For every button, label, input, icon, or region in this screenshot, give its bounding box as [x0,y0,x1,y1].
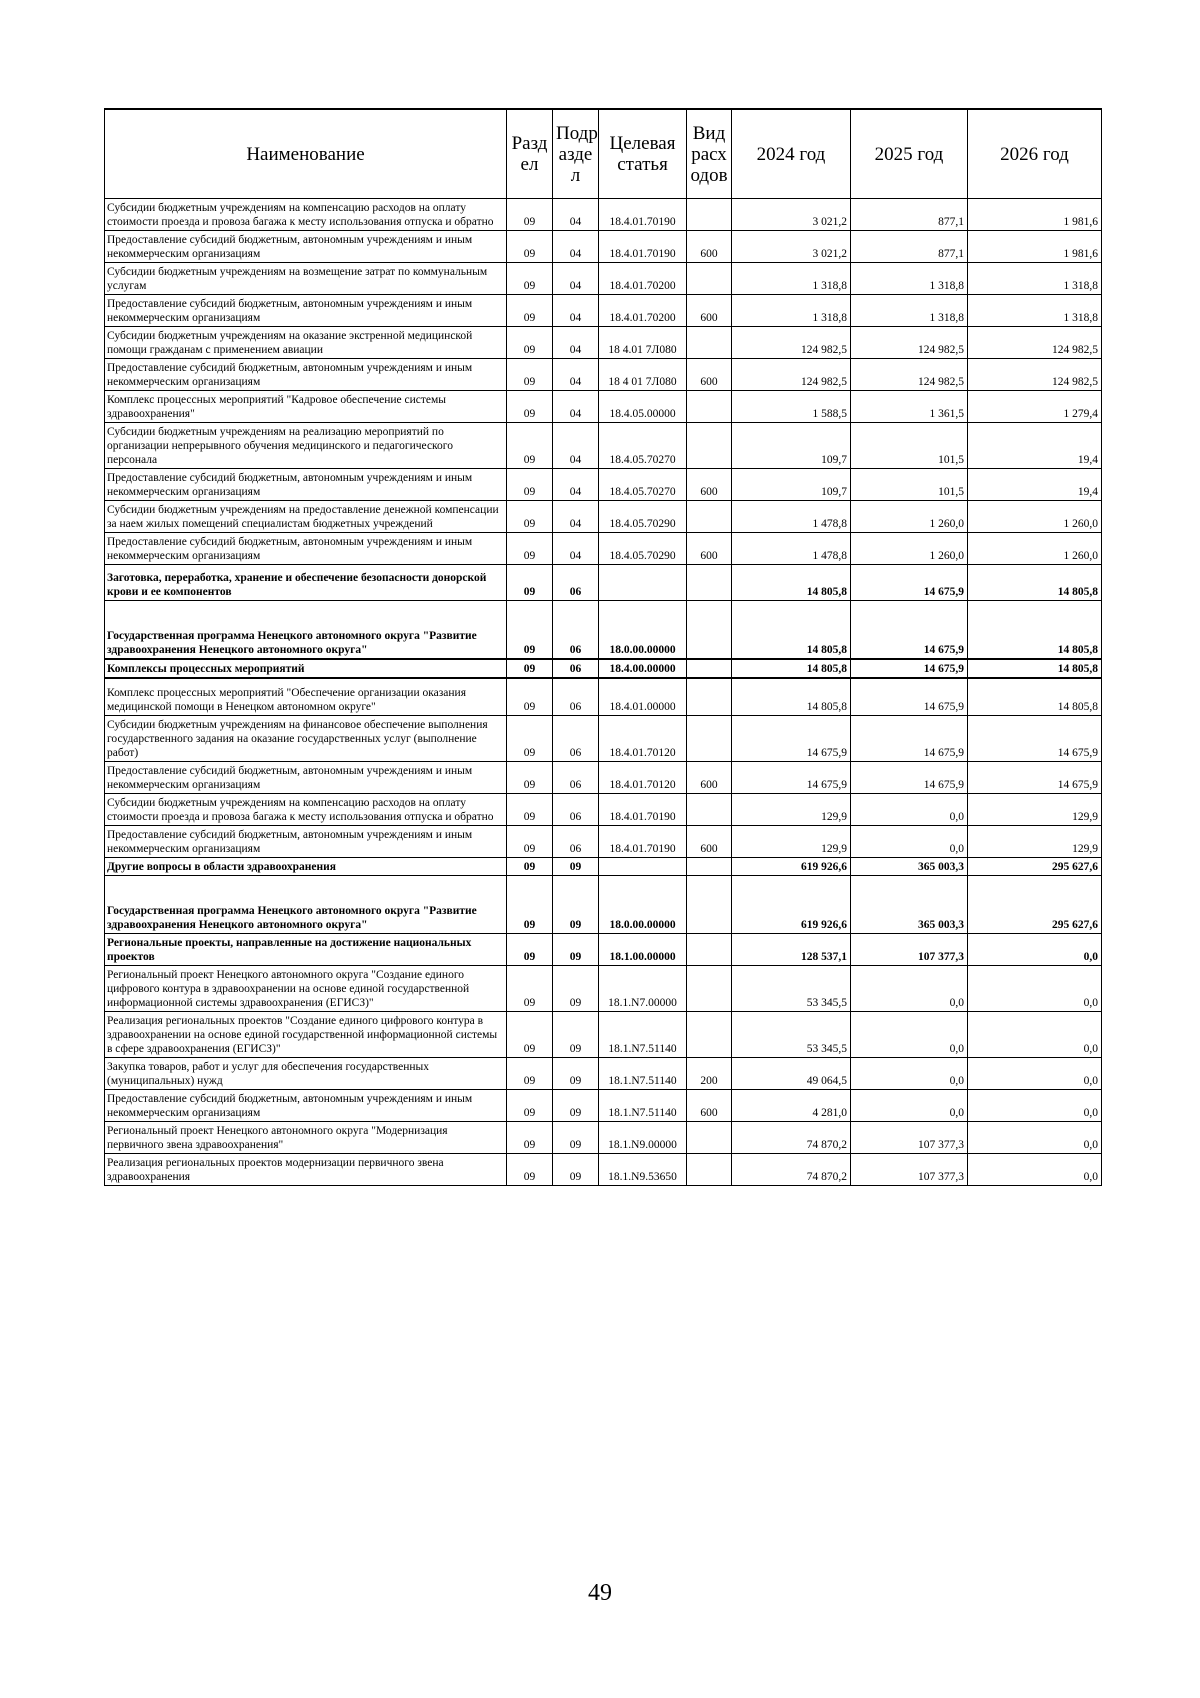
cell-name: Другие вопросы в области здравоохранения [105,858,507,876]
cell-2026: 129,9 [968,826,1102,858]
cell-type [687,794,732,826]
cell-target: 18.1.N7.51140 [599,1090,687,1122]
cell-2024: 74 870,2 [732,1122,851,1154]
cell-subsection: 06 [553,716,599,762]
cell-2024: 1 588,5 [732,391,851,423]
cell-name: Реализация региональных проектов модернизации первичного звена здравоохранения [105,1154,507,1186]
cell-type [687,199,732,231]
cell-2026: 14 805,8 [968,565,1102,601]
cell-subsection: 09 [553,858,599,876]
cell-2026: 1 981,6 [968,199,1102,231]
cell-target: 18.0.00.00000 [599,876,687,934]
cell-section: 09 [507,659,553,678]
cell-type [687,1012,732,1058]
cell-2024: 109,7 [732,423,851,469]
cell-name: Субсидии бюджетным учреждениям на предоставление денежной компенсации за наем жилых помещений специалистам бюджетных учреждений [105,501,507,533]
cell-2025: 0,0 [851,826,968,858]
table-row [105,391,1102,423]
table-row [105,1090,1102,1122]
cell-name: Предоставление субсидий бюджетным, автономным учреждениям и иным некоммерческим организациям [105,469,507,501]
cell-subsection: 09 [553,966,599,1012]
cell-2024: 3 021,2 [732,199,851,231]
table-row [105,359,1102,391]
table-row [105,199,1102,231]
cell-section: 09 [507,716,553,762]
col-name-header: Наименование [105,109,507,199]
cell-2026: 1 981,6 [968,231,1102,263]
cell-2026: 0,0 [968,1122,1102,1154]
cell-2024: 14 675,9 [732,716,851,762]
cell-target: 18.4.01.70190 [599,231,687,263]
cell-2025: 0,0 [851,966,968,1012]
cell-section: 09 [507,858,553,876]
cell-2024: 124 982,5 [732,327,851,359]
cell-2025: 0,0 [851,1090,968,1122]
cell-section: 09 [507,1122,553,1154]
cell-section: 09 [507,678,553,716]
cell-subsection: 06 [553,678,599,716]
table-row [105,794,1102,826]
cell-2024: 53 345,5 [732,1012,851,1058]
cell-2025: 124 982,5 [851,359,968,391]
cell-type [687,966,732,1012]
cell-subsection: 09 [553,1122,599,1154]
cell-2024: 1 318,8 [732,295,851,327]
cell-2024: 14 805,8 [732,601,851,659]
cell-2026: 0,0 [968,966,1102,1012]
cell-section: 09 [507,533,553,565]
cell-2024: 53 345,5 [732,966,851,1012]
cell-2024: 109,7 [732,469,851,501]
cell-subsection: 04 [553,423,599,469]
cell-name: Предоставление субсидий бюджетным, автономным учреждениям и иным некоммерческим организациям [105,295,507,327]
cell-type: 600 [687,469,732,501]
cell-2024: 4 281,0 [732,1090,851,1122]
cell-target: 18.0.00.00000 [599,601,687,659]
cell-section: 09 [507,601,553,659]
cell-subsection: 09 [553,876,599,934]
cell-name: Субсидии бюджетным учреждениям на компенсацию расходов на оплату стоимости проезда и провоза багажа к месту использования отпуска и обратно [105,794,507,826]
cell-2025: 1 361,5 [851,391,968,423]
cell-target: 18.4.01.70190 [599,199,687,231]
cell-name: Реализация региональных проектов "Создание единого цифрового контура в здравоохранении на основе единой государственной информационной системы в сфере здравоохранения (ЕГИСЗ)" [105,1012,507,1058]
cell-2026: 1 260,0 [968,501,1102,533]
cell-2026: 1 279,4 [968,391,1102,423]
cell-2025: 365 003,3 [851,876,968,934]
cell-type: 600 [687,359,732,391]
cell-type: 600 [687,295,732,327]
cell-name: Субсидии бюджетным учреждениям на компенсацию расходов на оплату стоимости проезда и провоза багажа к месту использования отпуска и обратно [105,199,507,231]
cell-name: Комплекс процессных мероприятий "Кадровое обеспечение системы здравоохранения" [105,391,507,423]
cell-section: 09 [507,327,553,359]
cell-2025: 14 675,9 [851,565,968,601]
cell-subsection: 09 [553,1058,599,1090]
cell-section: 09 [507,762,553,794]
cell-type [687,858,732,876]
table-row [105,327,1102,359]
cell-target: 18.4.00.00000 [599,659,687,678]
cell-2025: 107 377,3 [851,1154,968,1186]
cell-name: Региональные проекты, направленные на достижение национальных проектов [105,934,507,966]
cell-target: 18.4.05.70290 [599,501,687,533]
cell-type [687,501,732,533]
budget-table [104,108,1102,1186]
cell-name: Государственная программа Ненецкого автономного округа "Развитие здравоохранения Ненецкого автономного округа" [105,601,507,659]
cell-type: 600 [687,762,732,794]
cell-type: 600 [687,231,732,263]
cell-2025: 124 982,5 [851,327,968,359]
cell-type [687,1122,732,1154]
cell-2024: 49 064,5 [732,1058,851,1090]
table-row [105,1012,1102,1058]
table-row [105,295,1102,327]
cell-target: 18.4.05.70270 [599,469,687,501]
table-row [105,533,1102,565]
cell-2024: 129,9 [732,794,851,826]
cell-section: 09 [507,966,553,1012]
table-row [105,876,1102,934]
cell-subsection: 06 [553,762,599,794]
cell-target: 18.4.05.70290 [599,533,687,565]
table-row [105,601,1102,659]
table-row [105,1122,1102,1154]
cell-2024: 129,9 [732,826,851,858]
col-2025-header: 2025 год [851,109,968,199]
cell-name: Субсидии бюджетным учреждениям на реализацию мероприятий по организации непрерывного обучения медицинского и педагогического персонала [105,423,507,469]
cell-2026: 19,4 [968,469,1102,501]
cell-2026: 1 318,8 [968,263,1102,295]
cell-type [687,659,732,678]
table-row [105,716,1102,762]
cell-subsection: 04 [553,263,599,295]
cell-target: 18 4.01 7Л080 [599,327,687,359]
cell-subsection: 04 [553,327,599,359]
cell-subsection: 04 [553,469,599,501]
cell-target: 18.4.01.70120 [599,716,687,762]
cell-section: 09 [507,794,553,826]
cell-type [687,876,732,934]
table-row [105,565,1102,601]
cell-target: 18.1.N9.00000 [599,1122,687,1154]
cell-name: Субсидии бюджетным учреждениям на возмещение затрат по коммунальным услугам [105,263,507,295]
table-row [105,423,1102,469]
cell-section: 09 [507,1012,553,1058]
cell-target: 18 4 01 7Л080 [599,359,687,391]
cell-2024: 1 318,8 [732,263,851,295]
cell-name: Предоставление субсидий бюджетным, автономным учреждениям и иным некоммерческим организациям [105,1090,507,1122]
cell-type [687,716,732,762]
cell-type: 600 [687,826,732,858]
cell-target: 18.1.N7.51140 [599,1058,687,1090]
cell-2024: 14 805,8 [732,659,851,678]
cell-name: Заготовка, переработка, хранение и обеспечение безопасности донорской крови и ее компонентов [105,565,507,601]
cell-2026: 14 805,8 [968,601,1102,659]
table-row [105,231,1102,263]
cell-section: 09 [507,359,553,391]
cell-section: 09 [507,423,553,469]
cell-2025: 877,1 [851,231,968,263]
cell-2025: 14 675,9 [851,659,968,678]
cell-section: 09 [507,501,553,533]
cell-name: Предоставление субсидий бюджетным, автономным учреждениям и иным некоммерческим организациям [105,826,507,858]
cell-section: 09 [507,934,553,966]
cell-section: 09 [507,1090,553,1122]
cell-2026: 1 260,0 [968,533,1102,565]
cell-type [687,565,732,601]
table-row [105,263,1102,295]
col-section-header: Разд ел [507,109,553,199]
cell-target: 18.1.N7.00000 [599,966,687,1012]
cell-subsection: 06 [553,794,599,826]
cell-section: 09 [507,263,553,295]
cell-type [687,934,732,966]
cell-2026: 295 627,6 [968,858,1102,876]
cell-section: 09 [507,391,553,423]
table-row [105,762,1102,794]
cell-name: Государственная программа Ненецкого автономного округа "Развитие здравоохранения Ненецкого автономного округа" [105,876,507,934]
table-body [105,199,1102,1186]
cell-subsection: 04 [553,295,599,327]
cell-2025: 107 377,3 [851,934,968,966]
cell-type [687,601,732,659]
cell-2024: 14 805,8 [732,565,851,601]
cell-target: 18.4.01.70190 [599,794,687,826]
cell-target: 18.1.N7.51140 [599,1012,687,1058]
cell-subsection: 06 [553,601,599,659]
cell-name: Комплекс процессных мероприятий "Обеспечение организации оказания медицинской помощи в Ненецком автономном округе" [105,678,507,716]
table-row [105,469,1102,501]
cell-2026: 14 675,9 [968,716,1102,762]
cell-target: 18.4.01.70190 [599,826,687,858]
cell-name: Предоставление субсидий бюджетным, автономным учреждениям и иным некоммерческим организациям [105,359,507,391]
cell-2025: 1 318,8 [851,295,968,327]
cell-2025: 1 260,0 [851,533,968,565]
cell-section: 09 [507,876,553,934]
col-target-header: Целевая статья [599,109,687,199]
table-row [105,934,1102,966]
cell-2025: 0,0 [851,794,968,826]
cell-name: Закупка товаров, работ и услуг для обеспечения государственных (муниципальных) нужд [105,1058,507,1090]
cell-2025: 101,5 [851,469,968,501]
cell-subsection: 09 [553,1154,599,1186]
cell-2024: 619 926,6 [732,858,851,876]
col-2024-header: 2024 год [732,109,851,199]
cell-2024: 619 926,6 [732,876,851,934]
table-row [105,1058,1102,1090]
cell-2026: 295 627,6 [968,876,1102,934]
cell-2026: 14 805,8 [968,659,1102,678]
cell-type: 600 [687,1090,732,1122]
cell-section: 09 [507,1058,553,1090]
cell-2024: 3 021,2 [732,231,851,263]
cell-2026: 124 982,5 [968,359,1102,391]
cell-target [599,565,687,601]
cell-2025: 0,0 [851,1012,968,1058]
cell-subsection: 06 [553,659,599,678]
cell-type [687,327,732,359]
cell-2025: 14 675,9 [851,716,968,762]
cell-subsection: 09 [553,1090,599,1122]
cell-2024: 1 478,8 [732,501,851,533]
col-subsection-header: Подр азде л [553,109,599,199]
table-row [105,826,1102,858]
table-row [105,1154,1102,1186]
cell-type: 600 [687,533,732,565]
cell-2026: 0,0 [968,934,1102,966]
col-2026-header: 2026 год [968,109,1102,199]
cell-target [599,858,687,876]
cell-2026: 19,4 [968,423,1102,469]
cell-2024: 14 805,8 [732,678,851,716]
cell-subsection: 06 [553,565,599,601]
cell-2026: 14 805,8 [968,678,1102,716]
cell-type [687,263,732,295]
cell-subsection: 04 [553,231,599,263]
cell-section: 09 [507,295,553,327]
cell-target: 18.4.05.70270 [599,423,687,469]
cell-subsection: 04 [553,533,599,565]
cell-2025: 14 675,9 [851,678,968,716]
cell-2025: 101,5 [851,423,968,469]
cell-subsection: 04 [553,501,599,533]
cell-target: 18.1.00.00000 [599,934,687,966]
cell-name: Субсидии бюджетным учреждениям на оказание экстренной медицинской помощи гражданам с применением авиации [105,327,507,359]
cell-section: 09 [507,199,553,231]
table-row [105,966,1102,1012]
cell-2026: 0,0 [968,1154,1102,1186]
cell-subsection: 09 [553,934,599,966]
cell-subsection: 04 [553,391,599,423]
cell-name: Предоставление субсидий бюджетным, автономным учреждениям и иным некоммерческим организациям [105,762,507,794]
cell-name: Региональный проект Ненецкого автономного округа "Создание единого цифрового контура в здравоохранении на основе единой государственной информационной системы здравоохранения (ЕГИСЗ)" [105,966,507,1012]
cell-name: Предоставление субсидий бюджетным, автономным учреждениям и иным некоммерческим организациям [105,231,507,263]
cell-2026: 0,0 [968,1058,1102,1090]
cell-2024: 1 478,8 [732,533,851,565]
cell-section: 09 [507,826,553,858]
cell-type: 200 [687,1058,732,1090]
cell-2026: 14 675,9 [968,762,1102,794]
cell-2025: 365 003,3 [851,858,968,876]
cell-2025: 107 377,3 [851,1122,968,1154]
cell-subsection: 04 [553,199,599,231]
cell-2026: 129,9 [968,794,1102,826]
cell-type [687,391,732,423]
cell-subsection: 04 [553,359,599,391]
cell-2026: 124 982,5 [968,327,1102,359]
cell-target: 18.4.05.00000 [599,391,687,423]
cell-2025: 1 318,8 [851,263,968,295]
cell-2024: 124 982,5 [732,359,851,391]
col-type-header: Вид расх одов [687,109,732,199]
cell-2026: 0,0 [968,1090,1102,1122]
cell-type [687,1154,732,1186]
cell-name: Комплексы процессных мероприятий [105,659,507,678]
cell-2025: 1 260,0 [851,501,968,533]
cell-subsection: 06 [553,826,599,858]
cell-section: 09 [507,231,553,263]
table-row [105,659,1102,678]
cell-type [687,423,732,469]
cell-2025: 0,0 [851,1058,968,1090]
cell-name: Предоставление субсидий бюджетным, автономным учреждениям и иным некоммерческим организациям [105,533,507,565]
cell-target: 18.1.N9.53650 [599,1154,687,1186]
cell-section: 09 [507,469,553,501]
cell-2026: 1 318,8 [968,295,1102,327]
cell-target: 18.4.01.70200 [599,295,687,327]
cell-section: 09 [507,565,553,601]
cell-target: 18.4.01.00000 [599,678,687,716]
cell-2025: 877,1 [851,199,968,231]
cell-subsection: 09 [553,1012,599,1058]
table-row [105,678,1102,716]
cell-name: Субсидии бюджетным учреждениям на финансовое обеспечение выполнения государственного задания на оказание государственных услуг (выполнение работ) [105,716,507,762]
table-row [105,501,1102,533]
cell-target: 18.4.01.70200 [599,263,687,295]
table-row [105,858,1102,876]
cell-2024: 128 537,1 [732,934,851,966]
cell-2025: 14 675,9 [851,762,968,794]
cell-2026: 0,0 [968,1012,1102,1058]
header-row [105,109,1102,199]
cell-name: Региональный проект Ненецкого автономного округа "Модернизация первичного звена здравоохранения" [105,1122,507,1154]
cell-2024: 14 675,9 [732,762,851,794]
cell-2024: 74 870,2 [732,1154,851,1186]
cell-target: 18.4.01.70120 [599,762,687,794]
cell-type [687,678,732,716]
cell-2025: 14 675,9 [851,601,968,659]
cell-section: 09 [507,1154,553,1186]
page-number: 49 [588,1580,612,1606]
